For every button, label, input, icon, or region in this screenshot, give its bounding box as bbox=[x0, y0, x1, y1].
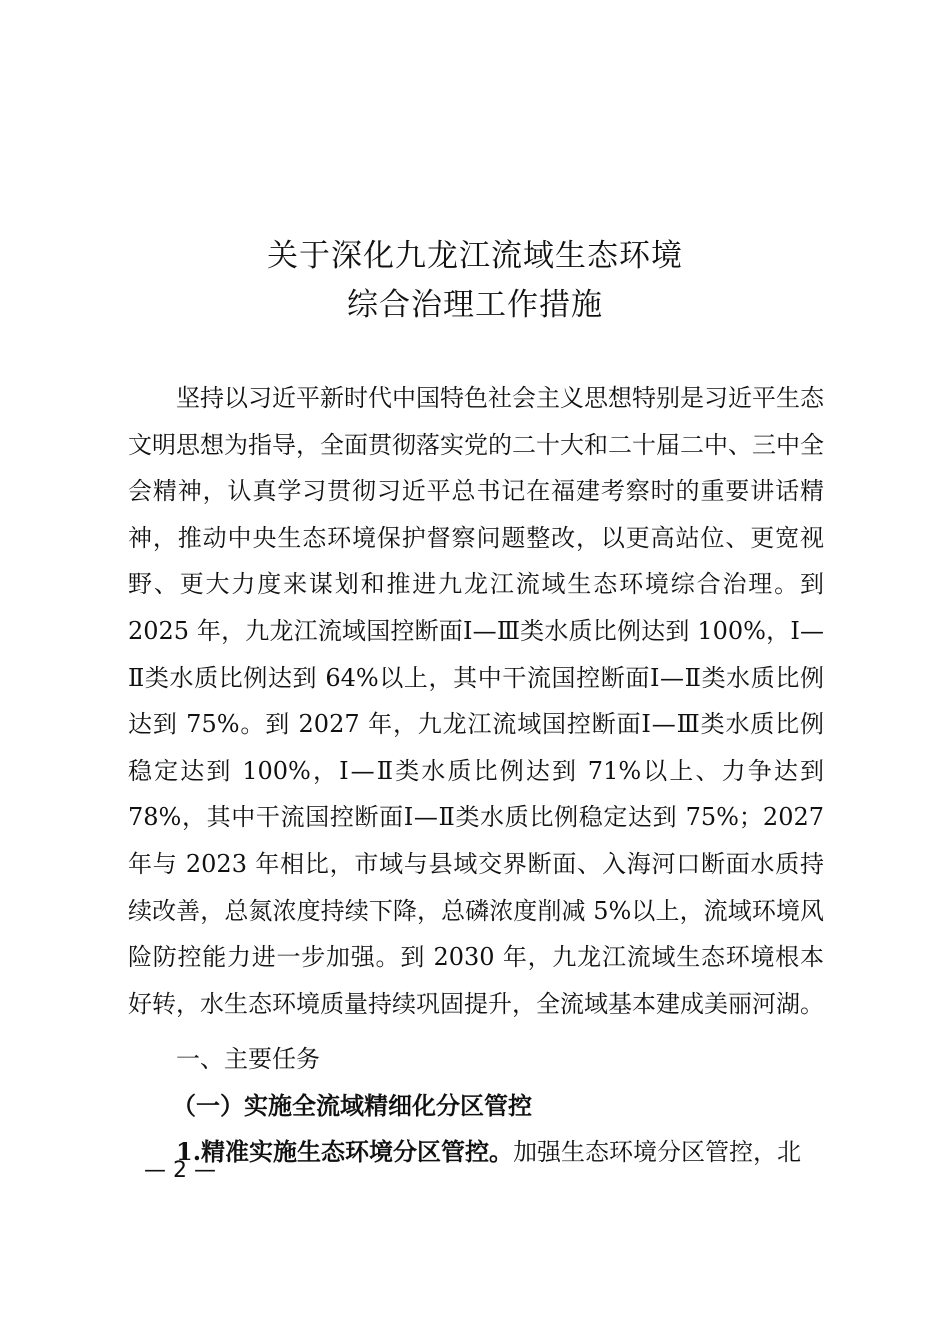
page-number: — 2 — bbox=[144, 1158, 216, 1183]
document-title-line-2: 综合治理工作措施 bbox=[347, 287, 603, 323]
task-item-1 bbox=[176, 1129, 824, 1175]
subsection-heading: （一）实施全流域精细化分区管控 bbox=[172, 1091, 532, 1120]
task-item-1-text: 加强生态环境分区管控，北 bbox=[513, 1138, 802, 1166]
document-title-line-1: 关于深化九龙江流域生态环境 bbox=[267, 238, 683, 274]
task-item-1-lead: 1.精准实施生态环境分区管控。 bbox=[176, 1137, 514, 1166]
intro-paragraph: 坚持以习近平新时代中国特色社会主义思想特别是习近平生态文明思想为指导，全面贯彻落实党的二十大和二十届二中、三中全会精神，认真学习贯彻习近平总书记在福建考察时的重要讲话精神，推动中央生态环境保护督察问题整改，以更高站位、更宽视野、更大力度来谋划和推进九龙江流域生态环境综合治理。到 2025 年，九龙江流域国控断面Ⅰ—Ⅲ类水质比例达到 100%，Ⅰ—Ⅱ类水质比例达到 64%以上，其中干流国控断面Ⅰ—Ⅱ类水质比例达到 75%。到 2027 年，九龙江流域国控断面Ⅰ—Ⅲ类水质比例稳定达到 100%，Ⅰ—Ⅱ类水质比例达到 71%以上、力争达到 78%，其中干流国控断面Ⅰ—Ⅱ类水质比例稳定达到 75%；2027 年与 2023 年相比，市域与县域交界断面、入海河口断面水质持续改善，总氮浓度持续下降，总磷浓度削减 5%以上，流域环境风险防控能力进一步加强。到 2030 年，九龙江流域生态环境根本好转，水生态环境质量持续巩固提升，全流域基本建成美丽河湖。 bbox=[128, 384, 824, 1018]
section-heading: 一、主要任务 bbox=[176, 1045, 320, 1073]
